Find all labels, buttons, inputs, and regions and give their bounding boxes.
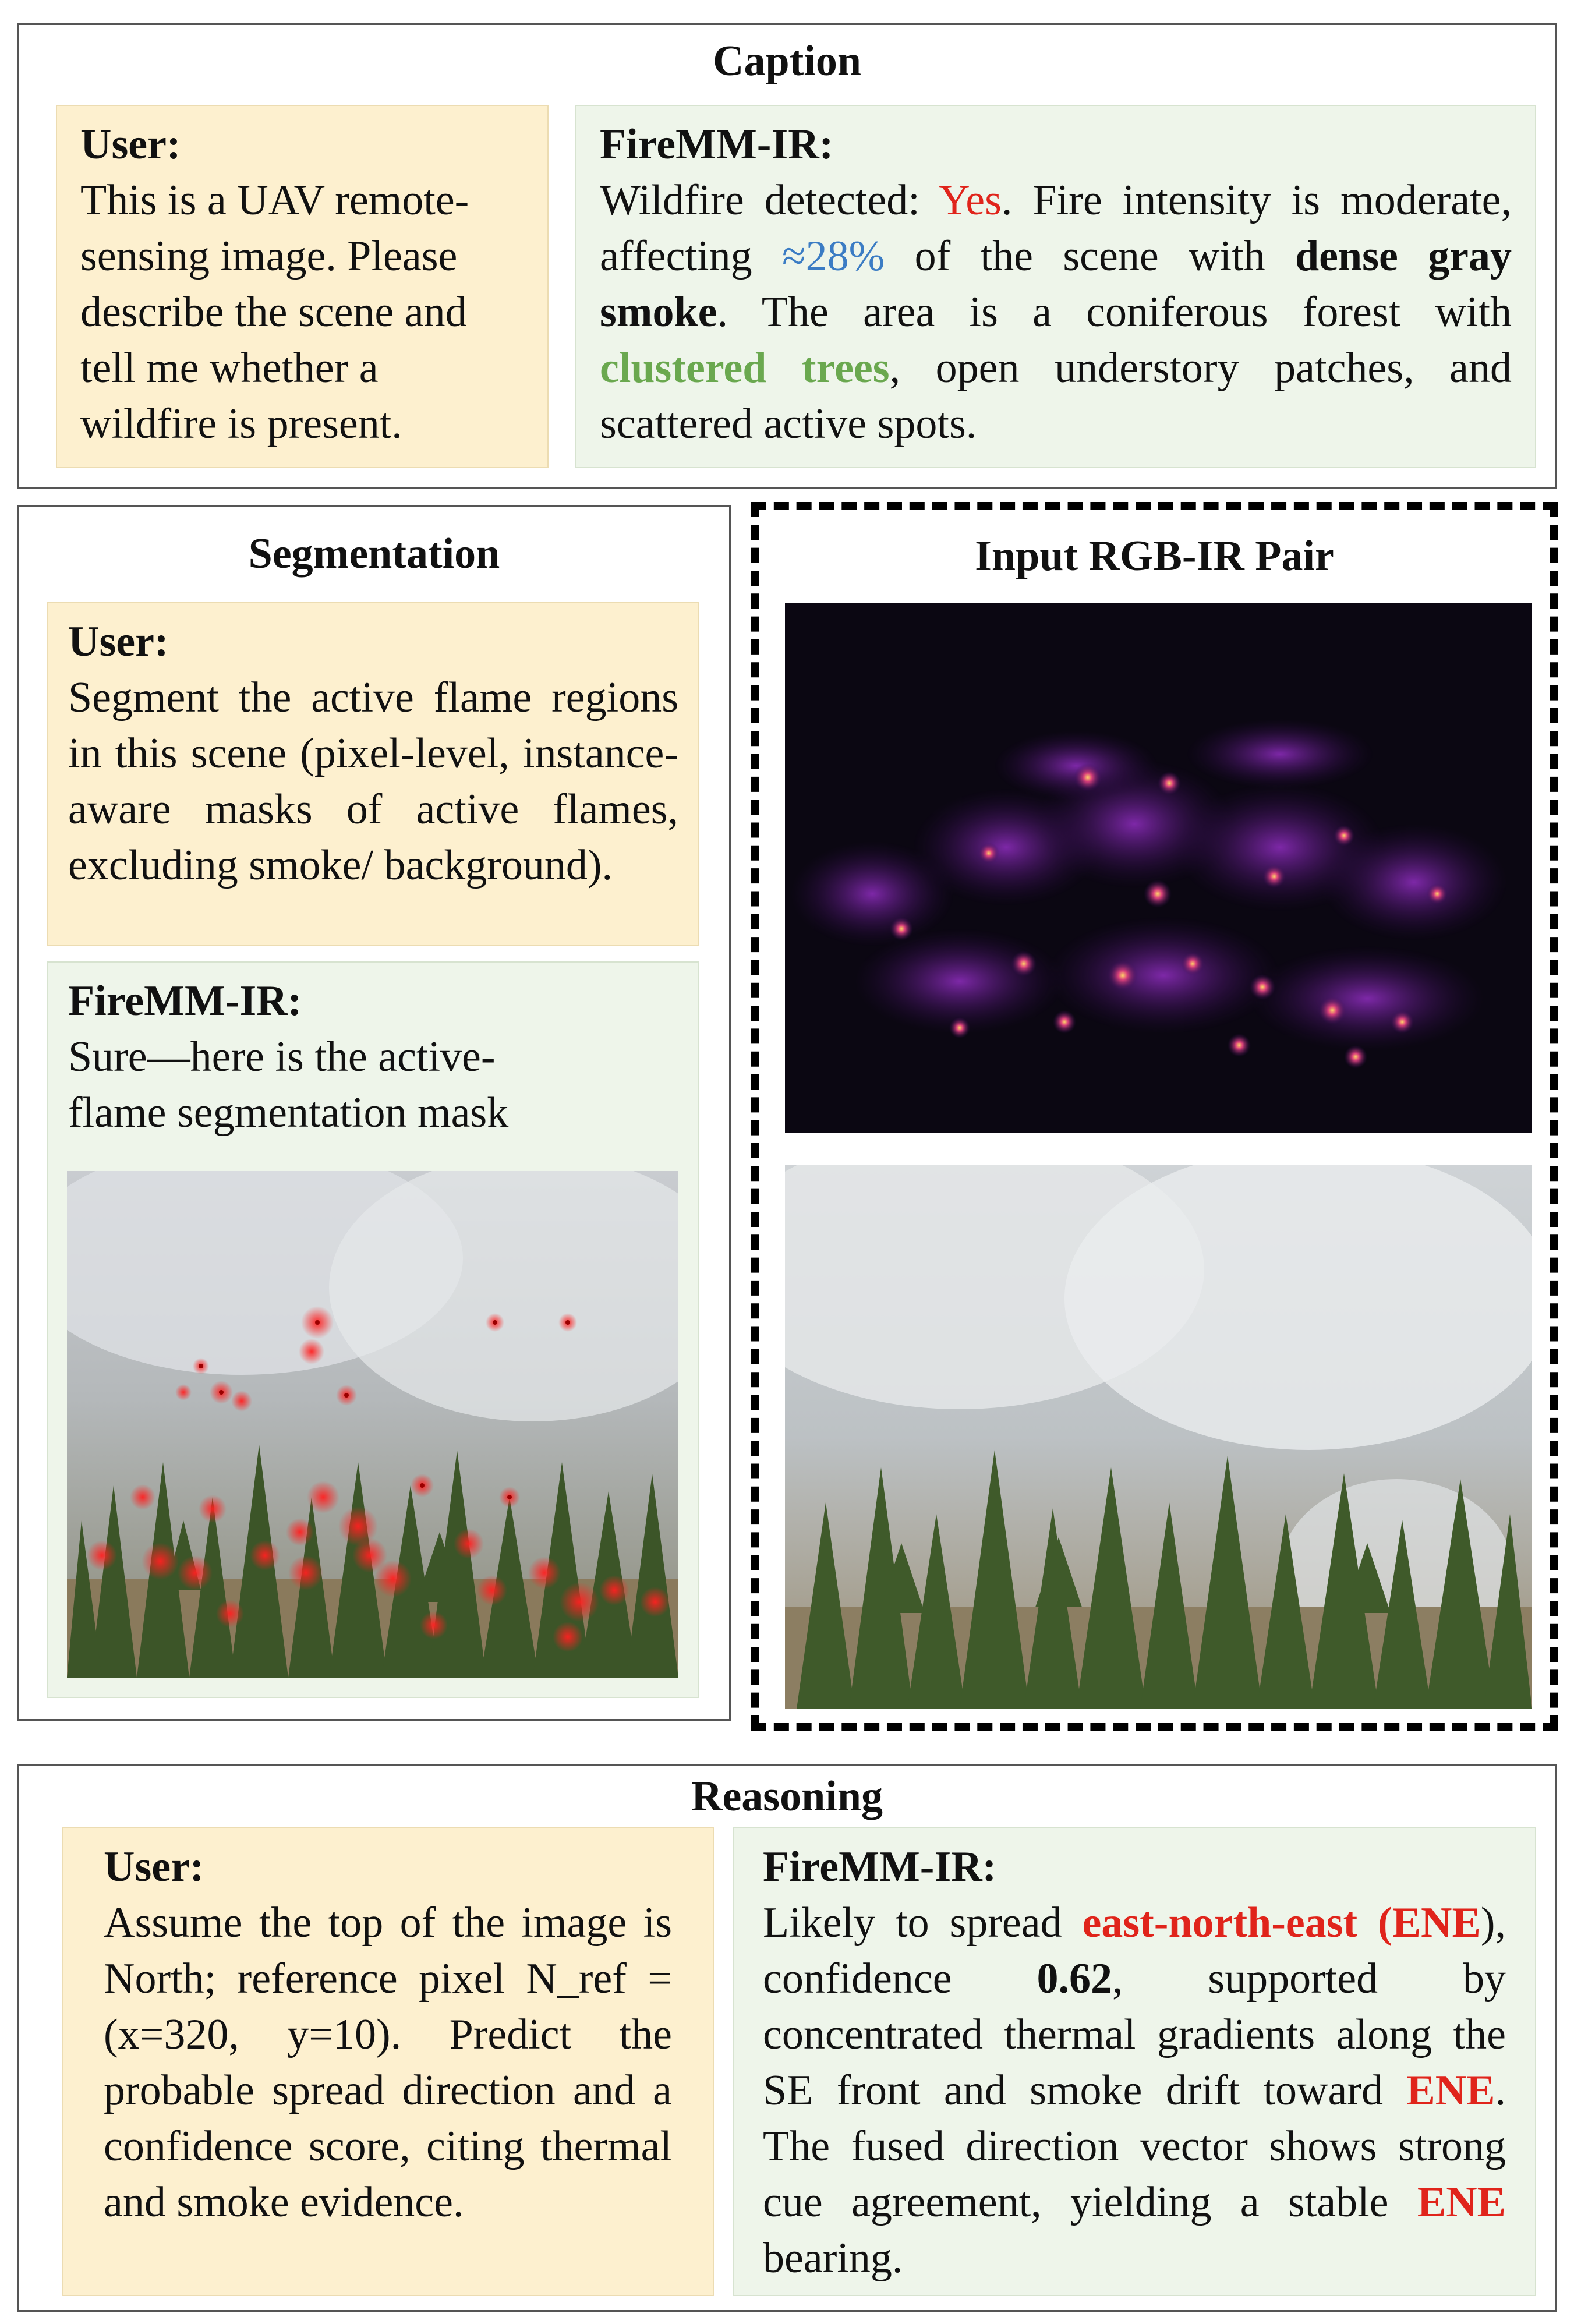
- reasoning-model-label: FireMM-IR:: [763, 1843, 997, 1891]
- confidence-highlight: 0.62: [1037, 1955, 1112, 2003]
- caption-user-box: [56, 105, 549, 468]
- reasoning-user-text: Assume the top of the image is North; reference pixel N_ref = (x=320, y=10). Predict the probable spread direction and a confidence score, citing thermal and smoke evidence.: [104, 1899, 672, 2226]
- reasoning-model-text: Likely to spread east-north-east (ENE), confidence 0.62, supported by concentrated thermal gradients along the SE front and smoke drift toward ENE. The fused direction vector shows strong cue agreement, yielding a stable ENE bearing.: [763, 1899, 1506, 2282]
- ene-highlight-1: ENE: [1406, 2067, 1495, 2114]
- direction-highlight: east-north-east (ENE: [1082, 1899, 1481, 1947]
- segmentation-model-text: Sure—here is the active-flame segmentation mask: [68, 1033, 509, 1137]
- caption-title: Caption: [713, 37, 861, 85]
- input-pair-panel: [751, 502, 1558, 1731]
- reasoning-title: Reasoning: [691, 1773, 883, 1820]
- segmentation-title: Segmentation: [248, 530, 500, 578]
- reasoning-user-label: User:: [104, 1843, 204, 1891]
- input-pair-title: Input RGB-IR Pair: [975, 532, 1334, 580]
- ene-highlight-2: ENE: [1417, 2178, 1506, 2226]
- infrared-heatmap-svg: [785, 603, 1532, 1133]
- caption-model-label: FireMM-IR:: [600, 121, 834, 168]
- segmentation-user-text: Segment the active flame regions in this scene (pixel-level, instance-aware masks of active flames, excluding smoke/ background).: [68, 674, 678, 889]
- yes-highlight: Yes: [939, 176, 1002, 224]
- segmentation-user-label: User:: [68, 618, 169, 666]
- caption-user-text: This is a UAV remote-sensing image. Please describe the scene and tell me whether a wildfire is present.: [80, 176, 469, 448]
- reasoning-model-box: [733, 1827, 1536, 2296]
- segmentation-model-label: FireMM-IR:: [68, 977, 302, 1025]
- reasoning-panel: [17, 1764, 1557, 2312]
- segmentation-mask-image: [67, 1171, 678, 1678]
- percent-highlight: ≈28%: [781, 232, 885, 280]
- caption-user-label: User:: [80, 121, 181, 168]
- caption-model-text: Wildfire detected: Yes. Fire intensity is moderate, affecting ≈28% of the scene with dense gray smoke. The area is a coniferous forest with clustered trees, open understory patches, and scattered active spots.: [600, 176, 1512, 448]
- caption-panel: [17, 23, 1557, 489]
- segmentation-panel: [17, 505, 731, 1721]
- smoke-highlight: dense gray smoke: [600, 232, 1512, 336]
- rgb-photo-svg: [785, 1165, 1532, 1709]
- trees-highlight: clustered trees: [600, 344, 890, 392]
- rgb-image: [785, 1165, 1532, 1709]
- segmentation-user-box: [47, 602, 699, 946]
- infrared-image: [785, 603, 1532, 1133]
- segmentation-mask-svg: [67, 1171, 678, 1678]
- reasoning-user-box: [62, 1827, 714, 2296]
- caption-model-box: [575, 105, 1536, 468]
